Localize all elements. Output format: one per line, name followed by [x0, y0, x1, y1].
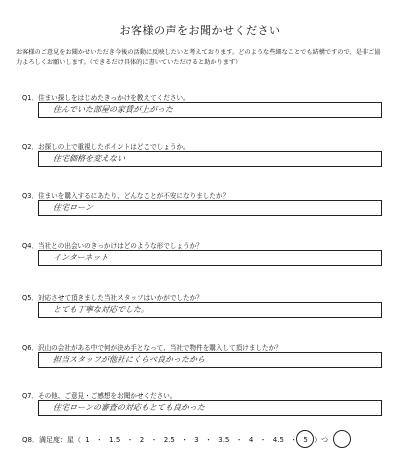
handwritten-answer: とても丁寧な対応でした。 [52, 305, 150, 314]
circle-mark-4-5 [296, 430, 314, 448]
rating-separator: ・ [235, 436, 243, 444]
answer-box[interactable] [38, 302, 382, 318]
answer-box[interactable] [38, 250, 382, 266]
question-label: Q2．お探しの上で重視したポイントはどこでしょうか。 [22, 143, 190, 151]
rating-option[interactable]: 3 [194, 436, 199, 444]
rating-suffix: ）つ [314, 436, 329, 444]
question-label: Q3．住まいを購入するにあたり、どんなことが不安になりましたか？ [22, 192, 230, 200]
intro-text: お客様のご意見をお聞かせいただき今後の活動に反映したいと考えております。どのような些細なことでも結構ですので、是非ご協力よろしくお願いします。（できるだけ具体的に書いていただけると助かります） [16, 49, 381, 66]
rating-option[interactable]: 4.5 [272, 436, 284, 444]
rating-separator: ・ [150, 436, 158, 444]
question-label: Q6．沢山の会社がある中で何が決め手となって、当社で物件を購入して頂けましたか？ [22, 344, 282, 352]
rating-label: Q8．満足度：星（ [22, 436, 81, 444]
page-title: お客様の声をお聞かせください [119, 24, 281, 37]
circle-mark-5 [333, 430, 351, 448]
question-label: Q1．住まい探しをはじめたきっかけを教えてください。 [22, 94, 190, 102]
question-label: Q4．当社との出会いのきっかけはどのような形でしょうか？ [22, 242, 203, 250]
rating-option[interactable]: 2 [139, 436, 145, 444]
answer-box[interactable] [38, 151, 382, 167]
answer-box[interactable] [38, 352, 382, 368]
handwritten-answer: インターネット [52, 253, 109, 262]
handwritten-answer: 住宅価格を変えない [52, 154, 126, 163]
rating-option[interactable]: 1 [85, 436, 90, 444]
answer-box[interactable] [38, 200, 382, 216]
handwritten-answer: 住宅ローン [52, 203, 94, 212]
handwritten-answer: 住宅ローンの審査の対応もとても良かった [52, 403, 206, 412]
rating-separator: ・ [290, 436, 298, 444]
rating-option[interactable]: 2.5 [163, 436, 175, 444]
question-label: Q7．その他、ご意見・ご感想をお聞かせください。 [22, 392, 177, 400]
rating-option[interactable]: 4 [248, 436, 254, 444]
rating-option[interactable]: 5 [303, 436, 308, 444]
rating-separator: ・ [126, 436, 134, 444]
rating-separator: ・ [181, 436, 189, 444]
rating-option[interactable]: 1.5 [109, 436, 121, 444]
rating-separator: ・ [259, 436, 267, 444]
question-label: Q5．対応させて頂きました当社スタッフはいかがでしたか？ [22, 294, 203, 302]
rating-scale [83, 436, 330, 444]
answer-box[interactable] [38, 400, 382, 416]
answer-box[interactable] [38, 102, 382, 118]
handwritten-answer: 担当スタッフが他社にくらべ良かったから [52, 355, 206, 364]
rating-option[interactable]: 3.5 [218, 436, 230, 444]
rating-separator: ・ [95, 436, 103, 444]
satisfaction-rating [22, 435, 330, 445]
rating-separator: ・ [205, 436, 212, 444]
handwritten-answer: 住んでいた部屋の家賃が上がった [52, 105, 174, 114]
